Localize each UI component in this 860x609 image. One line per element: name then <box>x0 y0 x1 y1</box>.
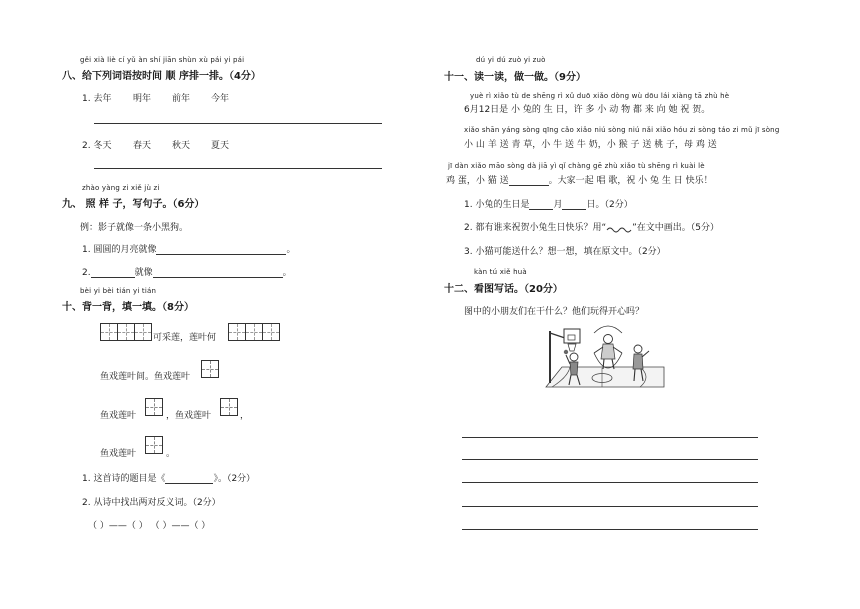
tian-cell[interactable] <box>145 398 163 416</box>
q9-s2-blank-1[interactable] <box>91 267 135 278</box>
q11-gift-blank[interactable] <box>509 175 549 186</box>
q9-s1-blank[interactable] <box>156 244 286 255</box>
q10-sub1-text: 1. 这首诗的题目是《 <box>82 474 166 484</box>
tian-cell[interactable] <box>117 323 135 341</box>
q10-antonym-pairs[interactable]: （ ）——（ ） （ ）——（ ） <box>88 521 211 531</box>
q9-example: 例：影子就像一条小黑狗。 <box>80 223 189 233</box>
q11-sub2 <box>464 220 719 233</box>
q9-s2-end: 。 <box>282 268 292 278</box>
q12-pinyin: kàn tú xiě huà <box>474 268 527 276</box>
q8-item2-word: 春天 <box>133 141 152 151</box>
tian-cell[interactable] <box>145 436 163 454</box>
poem-line-1: 可采莲，莲叶何 <box>153 333 217 343</box>
q12-writing-line-4[interactable] <box>462 506 758 507</box>
q10-pinyin: bèi yi bèi tián yi tián <box>80 287 157 295</box>
q11-sub1 <box>464 197 633 210</box>
q11-para3 <box>446 173 713 186</box>
q8-item2-word: 夏天 <box>211 141 230 151</box>
q11-para3-start: 鸡 蛋，小 猫 送 <box>446 176 509 186</box>
q11-sub1-end: 日。（2分） <box>586 200 633 210</box>
q12-writing-line-3[interactable] <box>462 482 758 483</box>
q11-para2-pinyin: xiǎo shān yáng sòng qīng cǎo xiǎo niú sòng niú nǎi xiǎo hóu zi sòng táo zi mǔ jī sòng <box>464 126 780 134</box>
q9-s2-mid: 就像 <box>134 268 153 278</box>
q8-pinyin: gěi xià liè cí yǔ àn shí jiān shùn xù pái yi pái <box>80 56 245 64</box>
q11-day-blank[interactable] <box>562 199 586 210</box>
tian-cell[interactable] <box>262 323 280 341</box>
q8-item2: 2. 冬天 <box>82 141 112 151</box>
q11-para2: 小 山 羊 送 青 草，小 牛 送 牛 奶，小 猴 子 送 桃 子，母 鸡 送 <box>464 140 717 150</box>
tian-cell[interactable] <box>134 323 152 341</box>
q12-writing-line-2[interactable] <box>462 459 758 460</box>
q8-answer-line-1[interactable] <box>94 123 382 124</box>
q11-para3-end: 。大家一起 唱 歌，祝 小 兔 生 日 快乐！ <box>548 176 713 186</box>
poem-line-4: 鱼戏莲叶 <box>100 449 137 459</box>
q10-title: 十、背一背，填一填。（8分） <box>62 302 194 313</box>
q11-sub3: 3. 小猫可能送什么？想一想，填在原文中。（2分） <box>464 247 666 257</box>
q9-s2-num: 2. <box>82 268 91 278</box>
q11-para1: 6月12日是 小 兔的 生 日，许 多 小 动 物 都 来 向 她 祝 贺。 <box>464 105 711 115</box>
tian-box-group-1[interactable] <box>100 323 151 341</box>
q12-prompt: 图中的小朋友们在干什么？他们玩得开心吗？ <box>464 307 645 317</box>
q12-writing-line-1[interactable] <box>462 437 758 438</box>
q11-sub2-text: 2. 都有谁来祝贺小兔生日快乐？用“ <box>464 223 607 233</box>
q9-s1-end: 。 <box>286 245 296 255</box>
q8-item2-word: 秋天 <box>172 141 191 151</box>
q11-title: 十一、读一读，做一做。（9分） <box>444 72 586 83</box>
q11-month-blank[interactable] <box>529 199 553 210</box>
tian-cell[interactable] <box>228 323 246 341</box>
q10-sub2: 2. 从诗中找出两对反义词。（2分） <box>82 498 221 508</box>
q10-sub1 <box>82 471 255 484</box>
q8-item1-word: 前年 <box>172 94 191 104</box>
q8-title: 八、给下列词语按时间 顺 序排一排。（4分） <box>62 71 261 82</box>
q11-pinyin: dú yi dú zuò yi zuò <box>476 56 546 64</box>
q9-s1-text: 1. 圆圆的月亮就像 <box>82 245 157 255</box>
q8-item1-word: 明年 <box>133 94 152 104</box>
poem-line-4-end: 。 <box>166 449 176 459</box>
q11-para1-pinyin: yuè rì xiǎo tù de shēng rì xǔ duō xiǎo dòng wù dōu lái xiàng tā zhù hè <box>470 92 730 100</box>
q10-sub1-blank[interactable] <box>165 473 213 484</box>
q9-pinyin: zhào yàng zi xiě jù zi <box>82 184 160 192</box>
wavy-line-icon <box>606 225 632 233</box>
q11-para3-pinyin: jī dàn xiǎo māo sòng dà jiā yì qǐ chàng gē zhù xiǎo tù shēng rì kuài lè <box>448 162 705 170</box>
tian-cell[interactable] <box>220 398 238 416</box>
poem-line-2: 鱼戏莲叶间。鱼戏莲叶 <box>100 372 191 382</box>
poem-line-3a: 鱼戏莲叶 <box>100 411 137 421</box>
q12-writing-line-5[interactable] <box>462 529 758 530</box>
poem-line-3c: ， <box>240 411 250 421</box>
basketball-court-illustration <box>540 325 670 400</box>
q9-s2-blank-2[interactable] <box>153 267 283 278</box>
tian-box-group-2[interactable] <box>228 323 279 341</box>
q8-answer-line-2[interactable] <box>94 168 382 169</box>
q8-item1-word: 今年 <box>211 94 230 104</box>
q8-item1: 1. 去年 <box>82 94 112 104</box>
q11-sub1-text: 1. 小兔的生日是 <box>464 200 530 210</box>
q10-sub1-end: 》。（2分） <box>213 474 256 484</box>
poem-line-3b: ，鱼戏莲叶 <box>166 411 212 421</box>
q12-title: 十二、看图写话。（20分） <box>444 284 563 295</box>
q9-sentence-1 <box>82 242 295 255</box>
tian-cell[interactable] <box>201 360 219 378</box>
q11-sub2-end: ”在文中画出。（5分） <box>632 223 720 233</box>
q11-sub1-month: 月 <box>553 200 563 210</box>
tian-cell[interactable] <box>100 323 118 341</box>
q9-sentence-2 <box>82 265 292 278</box>
tian-cell[interactable] <box>245 323 263 341</box>
q9-title: 九、 照 样 子，写句子。（6分） <box>62 199 205 210</box>
